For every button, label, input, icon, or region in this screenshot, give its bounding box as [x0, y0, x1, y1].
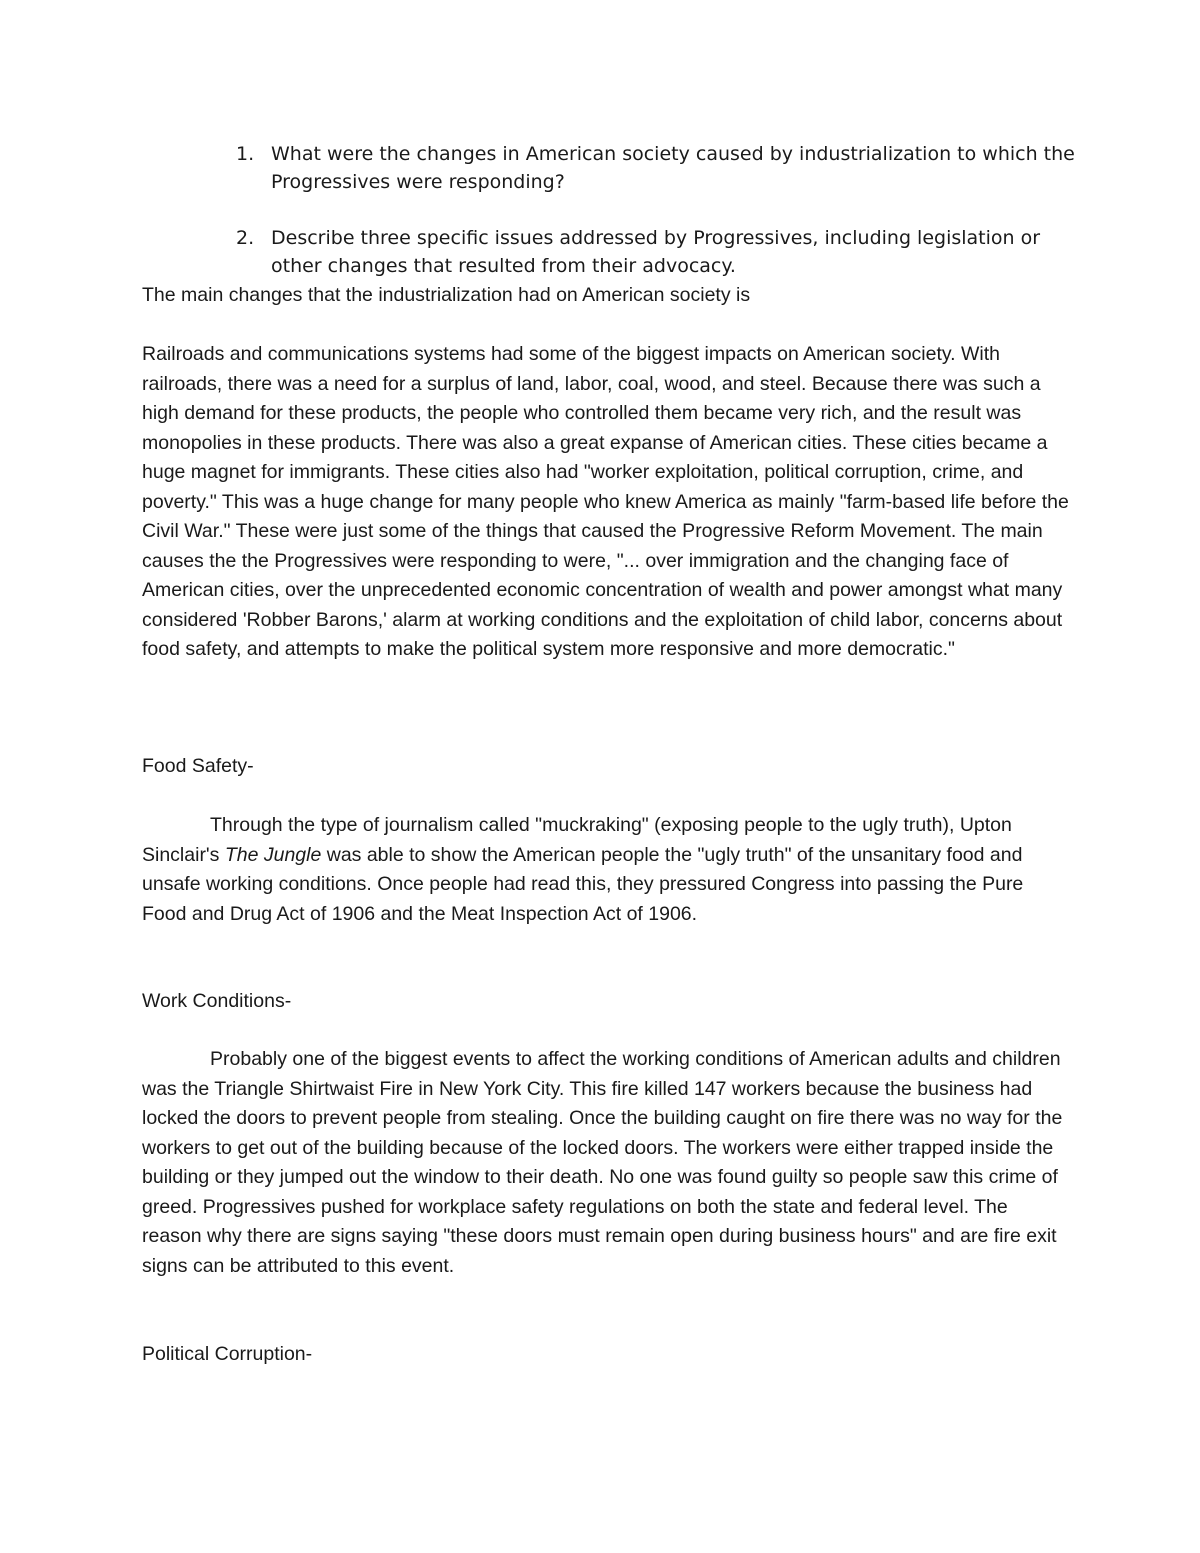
question-text: Describe three specific issues addressed by Progressives, including legislation or other changes that resulted from their advocacy. — [271, 227, 1041, 277]
food-safety-text-part2: was able to show the American people the "ugly truth" of the unsanitary food and unsafe working conditions. Once people had read this, they pressured Congress into passing the Pure Food and Drug Act of 1906 and the Meat Inspection Act of 1906. — [142, 843, 1024, 925]
food-safety-paragraph — [142, 811, 1072, 929]
intro-sentence: The main changes that the industrialization had on American society is — [142, 284, 751, 306]
question-item — [236, 140, 1076, 196]
question-number: 2. — [236, 227, 255, 249]
book-title: The Jungle — [224, 843, 322, 866]
work-conditions-paragraph: Probably one of the biggest events to affect the working conditions of American adults and children was the Triangle Shirtwaist Fire in New York City. This fire killed 147 workers because the business had locked the doors to prevent people from stealing. Once the building caught on fire there was no way for the workers to get out of the building because of the locked doors. The workers were either trapped inside the building or they jumped out the window to their death. No one was found guilty so people saw this crime of greed. Progressives pushed for workplace safety regulations on both the state and federal level. The reason why there are signs saying "these doors must remain open during business hours" and are fire exit signs can be attributed to this event. — [142, 1048, 1063, 1277]
food-safety-text-part1: Through the type of journalism called "muckraking" (exposing people to the ugly truth), Upton Sinclair's — [142, 814, 1012, 866]
question-item — [236, 224, 1076, 280]
question-text: What were the changes in American society caused by industrialization to which the Progressives were responding? — [271, 143, 1075, 193]
question-number: 1. — [236, 143, 255, 165]
question-list — [236, 140, 1076, 280]
food-safety-heading: Food Safety- — [142, 755, 254, 777]
political-corruption-heading: Political Corruption- — [142, 1343, 313, 1365]
main-paragraph: Railroads and communications systems had some of the biggest impacts on American society. With railroads, there was a need for a surplus of land, labor, coal, wood, and steel. Because there was such a high demand for these products, the people who controlled them became very rich, and the result was monopolies in these products. There was also a great expanse of American cities. These cities became a huge magnet for immigrants. These cities also had "worker exploitation, political corruption, crime, and poverty." This was a huge change for many people who knew America as mainly "farm-based life before the Civil War." These were just some of the things that caused the Progressive Reform Movement. The main causes the the Progressives were responding to were, "... over immigration and the changing face of American cities, over the unprecedented economic concentration of wealth and power amongst what many considered 'Robber Barons,' alarm at working conditions and the exploitation of child labor, concerns about food safety, and attempts to make the political system more responsive and more democratic." — [142, 343, 1069, 660]
work-conditions-heading: Work Conditions- — [142, 990, 292, 1012]
